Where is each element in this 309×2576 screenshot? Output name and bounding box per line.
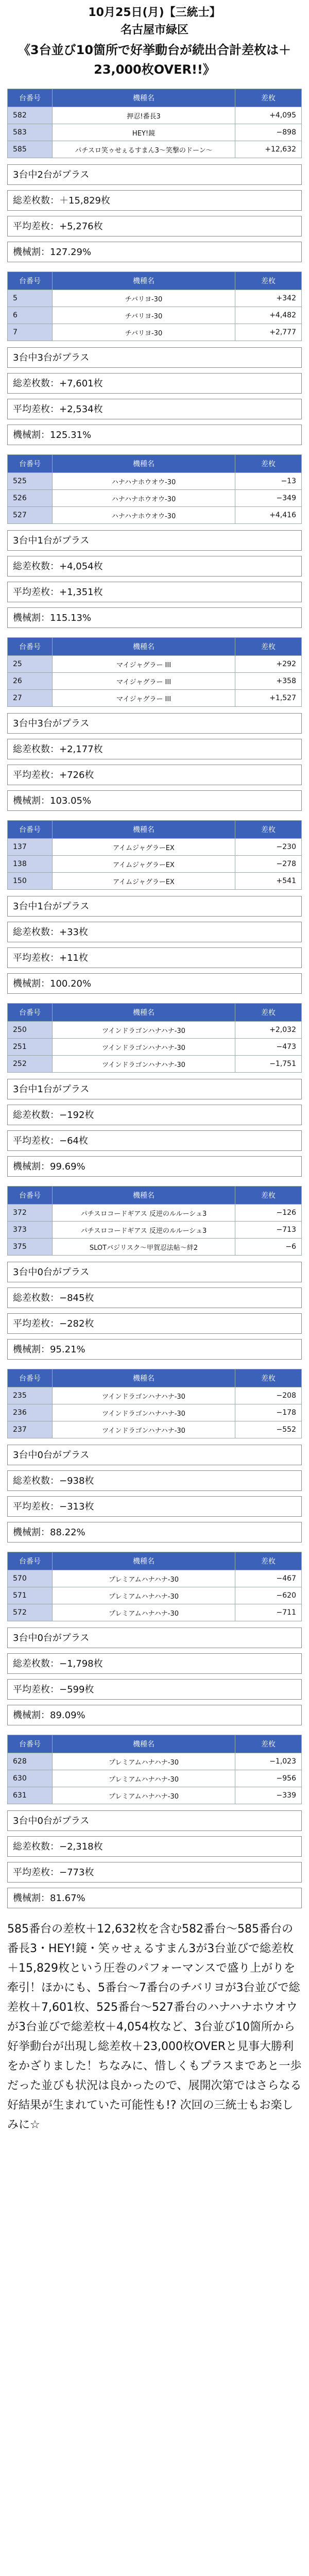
table-row (8, 1404, 302, 1421)
coin-difference: +4,482 (235, 307, 302, 324)
machine-number: 138 (8, 856, 53, 873)
machine-name-header: 機種名 (53, 1004, 235, 1022)
coin-difference: +541 (235, 873, 302, 890)
total-difference-box: 総差枚数：+7,601枚 (7, 373, 302, 394)
table-row (8, 1753, 302, 1770)
coin-difference: −13 (235, 473, 302, 490)
coin-difference: +2,032 (235, 1022, 302, 1039)
table-header-row (8, 1735, 302, 1753)
results-table (7, 1552, 302, 1621)
machine-number: 7 (8, 324, 53, 341)
payout-rate-box: 機械割：88.22% (7, 1522, 302, 1543)
machine-name: アイムジャグラーEX (53, 839, 235, 856)
difference-header: 差枚 (235, 821, 302, 839)
difference-header: 差枚 (235, 1552, 302, 1570)
table-row (8, 141, 302, 158)
coin-difference: −473 (235, 1039, 302, 1056)
table-row (8, 1570, 302, 1587)
average-difference-box: 平均差枚：−64枚 (7, 1130, 302, 1151)
average-difference-box: 平均差枚：+5,276枚 (7, 216, 302, 236)
coin-difference: +358 (235, 673, 302, 690)
payout-rate-box: 機械割：115.13% (7, 607, 302, 628)
machine-name: ハナハナホウオウ-30 (53, 507, 235, 524)
machine-name: パチスロ笑ゥせぇるすまん3～笑撃のドーン～ (53, 141, 235, 158)
table-header-row (8, 89, 302, 107)
table-row (8, 124, 302, 141)
machine-number: 570 (8, 1570, 53, 1587)
payout-rate-box: 機械割：125.31% (7, 425, 302, 445)
closing-summary: 585番台の差枚＋12,632枚を含む582番台～585番台の番長3・HEY!鏡・笑ゥせぇるすまん3が3台並びで総差枚＋15,829枚という圧巻のパフォーマンスで盛り上がりを牽引！ほかにも、5番台～7番台のチバリヨが3台並びで総差枚＋7,601枚、525番台～527番台のハナハナホウオウが3台並びで総差枚＋4,054枚など、3台並び10箇所から好挙動台が出現し総差枚＋23,000枚OVERと見事大勝利をかざりました！ちなみに、惜しくもプラスまであと一歩だった並びも状況は良かったので、展開次第ではさらなる好結果が生まれていた可能性も!? 次回の三統士もお楽しみに☆ (7, 1923, 302, 2131)
coin-difference: +4,416 (235, 507, 302, 524)
machine-number: 582 (8, 107, 53, 124)
machine-number: 6 (8, 307, 53, 324)
machine-name-header: 機種名 (53, 1552, 235, 1570)
machine-name-header: 機種名 (53, 1369, 235, 1387)
table-row (8, 107, 302, 124)
table-row (8, 673, 302, 690)
machine-number-header: 台番号 (8, 1552, 53, 1570)
table-row (8, 1205, 302, 1222)
machine-number: 5 (8, 290, 53, 307)
plus-count-box: 3台中3台がプラス (7, 713, 302, 734)
total-difference-box: 総差枚数：+2,177枚 (7, 739, 302, 759)
plus-count-box: 3台中2台がプラス (7, 164, 302, 185)
table-row (8, 290, 302, 307)
table-row (8, 1587, 302, 1604)
coin-difference: −898 (235, 124, 302, 141)
results-table (7, 1369, 302, 1438)
coin-difference: +292 (235, 656, 302, 673)
table-row (8, 856, 302, 873)
machine-number: 235 (8, 1387, 53, 1404)
machine-group (7, 1735, 302, 1908)
table-header-row (8, 1187, 302, 1205)
machine-number: 527 (8, 507, 53, 524)
machine-name: ハナハナホウオウ-30 (53, 490, 235, 507)
machine-number: 372 (8, 1205, 53, 1222)
machine-group (7, 1552, 302, 1725)
machine-name: パチスロコードギアス 反逆のルルーシュ3 (53, 1205, 235, 1222)
machine-number: 526 (8, 490, 53, 507)
machine-name: ツインドラゴンハナハナ-30 (53, 1022, 235, 1039)
difference-header: 差枚 (235, 1369, 302, 1387)
plus-count-box: 3台中0台がプラス (7, 1628, 302, 1648)
coin-difference: −1,023 (235, 1753, 302, 1770)
average-difference-box: 平均差枚：+726枚 (7, 765, 302, 785)
difference-header: 差枚 (235, 455, 302, 473)
results-table (7, 272, 302, 341)
machine-number: 630 (8, 1770, 53, 1787)
results-table (7, 89, 302, 158)
coin-difference: +4,095 (235, 107, 302, 124)
coin-difference: −711 (235, 1604, 302, 1621)
machine-group (7, 89, 302, 262)
machine-number: 237 (8, 1421, 53, 1438)
table-row (8, 656, 302, 673)
payout-rate-box: 機械割：103.05% (7, 790, 302, 811)
table-row (8, 1787, 302, 1804)
machine-name: マイジャグラー III (53, 690, 235, 707)
payout-rate-box: 機械割：95.21% (7, 1339, 302, 1360)
machine-name-header: 機種名 (53, 638, 235, 656)
machine-name: プレミアムハナハナ-30 (53, 1587, 235, 1604)
machine-name: チバリヨ-30 (53, 290, 235, 307)
machine-number: 571 (8, 1587, 53, 1604)
table-row (8, 873, 302, 890)
event-date: 10月25日(月)【三統士】 (88, 6, 221, 19)
coin-difference: −552 (235, 1421, 302, 1438)
table-row (8, 1239, 302, 1256)
machine-number: 373 (8, 1222, 53, 1239)
total-difference-box: 総差枚数：−192枚 (7, 1105, 302, 1125)
table-header-row (8, 1004, 302, 1022)
machine-number-header: 台番号 (8, 821, 53, 839)
average-difference-box: 平均差枚：−313枚 (7, 1496, 302, 1517)
coin-difference: −956 (235, 1770, 302, 1787)
results-table (7, 1186, 302, 1256)
table-header-row (8, 1552, 302, 1570)
coin-difference: −230 (235, 839, 302, 856)
coin-difference: +12,632 (235, 141, 302, 158)
table-row (8, 1387, 302, 1404)
machine-name-header: 機種名 (53, 272, 235, 290)
machine-group (7, 637, 302, 811)
results-table (7, 1003, 302, 1073)
plus-count-box: 3台中0台がプラス (7, 1445, 302, 1465)
table-row (8, 473, 302, 490)
machine-group (7, 1369, 302, 1543)
average-difference-box: 平均差枚：+11枚 (7, 947, 302, 968)
average-difference-box: 平均差枚：−773枚 (7, 1862, 302, 1883)
machine-number: 631 (8, 1787, 53, 1804)
total-difference-box: 総差枚数：−938枚 (7, 1470, 302, 1491)
machine-name-header: 機種名 (53, 821, 235, 839)
headline: 《3台並び10箇所で好挙動台が続出合計差枚は＋23,000枚OVER!!》 (18, 43, 291, 77)
payout-rate-box: 機械割：99.69% (7, 1156, 302, 1177)
machine-name-header: 機種名 (53, 1735, 235, 1753)
machine-name: プレミアムハナハナ-30 (53, 1770, 235, 1787)
machine-name: プレミアムハナハナ-30 (53, 1753, 235, 1770)
results-table (7, 820, 302, 890)
average-difference-box: 平均差枚：+1,351枚 (7, 582, 302, 602)
coin-difference: −339 (235, 1787, 302, 1804)
coin-difference: −126 (235, 1205, 302, 1222)
machine-name: プレミアムハナハナ-30 (53, 1570, 235, 1587)
average-difference-box: 平均差枚：−599枚 (7, 1679, 302, 1700)
machine-number: 525 (8, 473, 53, 490)
difference-header: 差枚 (235, 89, 302, 107)
table-header-row (8, 455, 302, 473)
coin-difference: −713 (235, 1222, 302, 1239)
payout-rate-box: 機械割：100.20% (7, 973, 302, 994)
machine-number: 150 (8, 873, 53, 890)
payout-rate-box: 機械割：127.29% (7, 242, 302, 262)
machine-name: ツインドラゴンハナハナ-30 (53, 1039, 235, 1056)
machine-name: チバリヨ-30 (53, 324, 235, 341)
coin-difference: −349 (235, 490, 302, 507)
machine-number: 251 (8, 1039, 53, 1056)
machine-name: マイジャグラー III (53, 656, 235, 673)
machine-name-header: 機種名 (53, 89, 235, 107)
machine-number-header: 台番号 (8, 1004, 53, 1022)
machine-group (7, 1003, 302, 1177)
table-row (8, 1604, 302, 1621)
coin-difference: −467 (235, 1570, 302, 1587)
table-row (8, 690, 302, 707)
table-header-row (8, 1369, 302, 1387)
table-row (8, 1022, 302, 1039)
machine-name: HEY!鏡 (53, 124, 235, 141)
machine-name: アイムジャグラーEX (53, 856, 235, 873)
machine-number-header: 台番号 (8, 89, 53, 107)
average-difference-box: 平均差枚：+2,534枚 (7, 399, 302, 419)
machine-group (7, 272, 302, 445)
machine-number-header: 台番号 (8, 455, 53, 473)
machine-number: 236 (8, 1404, 53, 1421)
difference-header: 差枚 (235, 638, 302, 656)
table-header-row (8, 821, 302, 839)
machine-name: アイムジャグラーEX (53, 873, 235, 890)
machine-name: ツインドラゴンハナハナ-30 (53, 1404, 235, 1421)
machine-group (7, 454, 302, 628)
results-list (7, 89, 302, 1908)
machine-number-header: 台番号 (8, 1369, 53, 1387)
table-row (8, 1770, 302, 1787)
machine-number-header: 台番号 (8, 1187, 53, 1205)
machine-number-header: 台番号 (8, 638, 53, 656)
difference-header: 差枚 (235, 1004, 302, 1022)
table-header-row (8, 272, 302, 290)
table-row (8, 324, 302, 341)
coin-difference: +1,527 (235, 690, 302, 707)
machine-group (7, 820, 302, 994)
difference-header: 差枚 (235, 272, 302, 290)
machine-name: ツインドラゴンハナハナ-30 (53, 1056, 235, 1073)
average-difference-box: 平均差枚：−282枚 (7, 1313, 302, 1334)
total-difference-box: 総差枚数：−2,318枚 (7, 1836, 302, 1857)
coin-difference: −178 (235, 1404, 302, 1421)
area-name: 名古屋市緑区 (120, 24, 188, 37)
table-row (8, 1421, 302, 1438)
plus-count-box: 3台中0台がプラス (7, 1262, 302, 1282)
machine-name: プレミアムハナハナ-30 (53, 1604, 235, 1621)
total-difference-box: 総差枚数：−1,798枚 (7, 1653, 302, 1674)
payout-rate-box: 機械割：89.09% (7, 1705, 302, 1725)
machine-name: ハナハナホウオウ-30 (53, 473, 235, 490)
machine-number: 572 (8, 1604, 53, 1621)
machine-name: チバリヨ-30 (53, 307, 235, 324)
total-difference-box: 総差枚数：+33枚 (7, 922, 302, 942)
machine-name-header: 機種名 (53, 1187, 235, 1205)
table-row (8, 839, 302, 856)
machine-name: SLOTバジリスク～甲賀忍法帖～絆2 (53, 1239, 235, 1256)
machine-number-header: 台番号 (8, 272, 53, 290)
article-header (7, 0, 302, 79)
machine-name: ツインドラゴンハナハナ-30 (53, 1387, 235, 1404)
machine-number: 26 (8, 673, 53, 690)
table-row (8, 1056, 302, 1073)
coin-difference: −208 (235, 1387, 302, 1404)
table-header-row (8, 638, 302, 656)
machine-number: 250 (8, 1022, 53, 1039)
machine-number: 375 (8, 1239, 53, 1256)
coin-difference: −620 (235, 1587, 302, 1604)
payout-rate-box: 機械割：81.67% (7, 1888, 302, 1908)
table-row (8, 307, 302, 324)
results-table (7, 1735, 302, 1804)
plus-count-box: 3台中0台がプラス (7, 1810, 302, 1831)
coin-difference: −278 (235, 856, 302, 873)
machine-name: プレミアムハナハナ-30 (53, 1787, 235, 1804)
plus-count-box: 3台中1台がプラス (7, 1079, 302, 1099)
coin-difference: +342 (235, 290, 302, 307)
results-table (7, 637, 302, 707)
machine-number: 585 (8, 141, 53, 158)
machine-number: 27 (8, 690, 53, 707)
coin-difference: −6 (235, 1239, 302, 1256)
table-row (8, 1222, 302, 1239)
machine-name: ツインドラゴンハナハナ-30 (53, 1421, 235, 1438)
total-difference-box: 総差枚数：−845枚 (7, 1287, 302, 1308)
machine-number-header: 台番号 (8, 1735, 53, 1753)
machine-group (7, 1186, 302, 1360)
coin-difference: −1,751 (235, 1056, 302, 1073)
machine-number: 628 (8, 1753, 53, 1770)
total-difference-box: 総差枚数：+4,054枚 (7, 556, 302, 577)
plus-count-box: 3台中1台がプラス (7, 896, 302, 917)
difference-header: 差枚 (235, 1735, 302, 1753)
plus-count-box: 3台中3台がプラス (7, 347, 302, 368)
table-row (8, 1039, 302, 1056)
plus-count-box: 3台中1台がプラス (7, 530, 302, 551)
machine-name-header: 機種名 (53, 455, 235, 473)
machine-name: マイジャグラー III (53, 673, 235, 690)
table-row (8, 490, 302, 507)
machine-number: 137 (8, 839, 53, 856)
results-table (7, 454, 302, 524)
difference-header: 差枚 (235, 1187, 302, 1205)
machine-name: 押忍!番長3 (53, 107, 235, 124)
machine-number: 25 (8, 656, 53, 673)
machine-number: 252 (8, 1056, 53, 1073)
coin-difference: +2,777 (235, 324, 302, 341)
table-row (8, 507, 302, 524)
total-difference-box: 総差枚数：＋15,829枚 (7, 190, 302, 211)
machine-name: パチスロコードギアス 反逆のルルーシュ3 (53, 1222, 235, 1239)
machine-number: 583 (8, 124, 53, 141)
